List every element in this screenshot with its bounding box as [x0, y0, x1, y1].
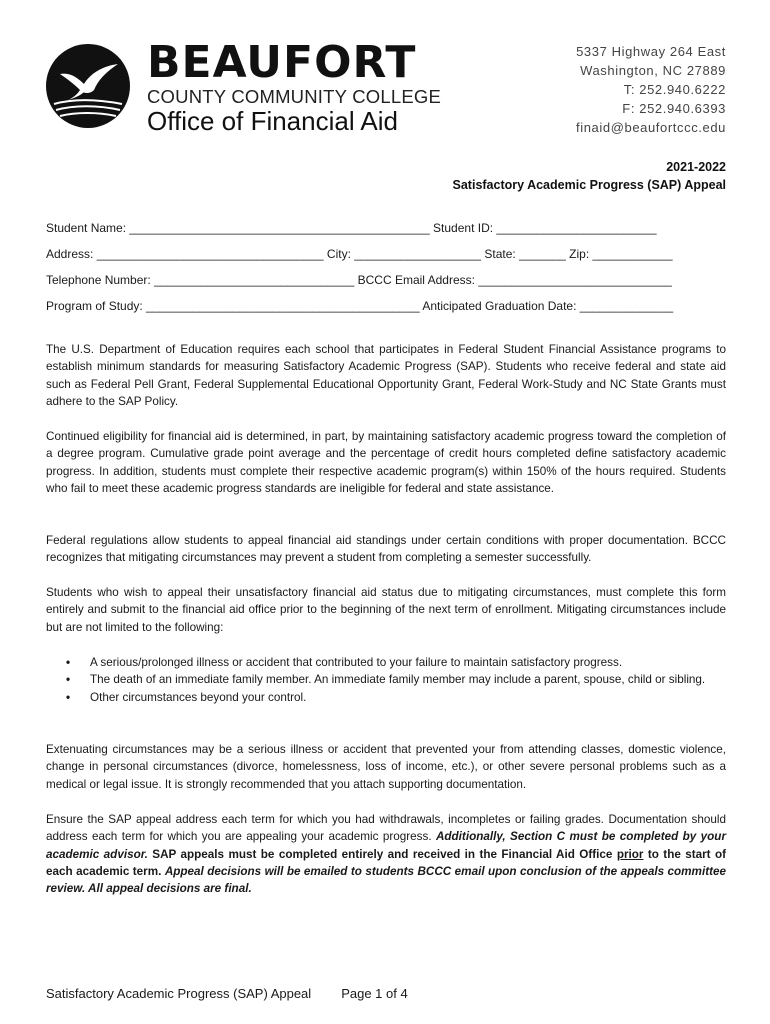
telephone-email-fields[interactable]: Telephone Number: ______________________________ BCCC Email Address: _____________________________	[46, 273, 672, 287]
list-item: • A serious/prolonged illness or accident that contributed to your failure to maintain satisfactory progress.	[46, 654, 726, 671]
brand-block	[147, 37, 441, 136]
list-item: • The death of an immediate family member. An immediate family member may include a parent, spouse, child or sibling.	[46, 671, 726, 688]
advisor-note: Additionally, Section C must be completed by your academic advisor.	[46, 830, 726, 861]
bullet-icon: •	[66, 673, 71, 687]
title-name: Satisfactory Academic Progress (SAP) Appeal	[452, 178, 726, 192]
paragraph-extenuating-circumstances: Extenuating circumstances may be a serious illness or accident that prevented your from attending classes, domestic violence, change in personal circumstances (divorce, homelessness, loss of income, etc.), or other severe personal problems such as a medical or legal issue. It is strongly recommended that you attach supporting documentation.	[46, 743, 726, 791]
paragraph-sap-requirement: The U.S. Department of Education requires each school that participates in Federal Student Financial Assistance programs to establish minimum standards for measuring Satisfactory Academic Progress (SAP). Students who receive federal and state aid such as Federal Pell Grant, Federal Supplemental Educational Opportunity Grant, Federal Work-Study and NC State Grants must adhere to the SAP Policy.	[46, 343, 726, 408]
brand-office-name: Office of Financial Aid	[147, 106, 398, 136]
paragraph-appeal-instructions: Students who wish to appeal their unsatisfactory financial aid status due to mitigating circumstances, must complete this form entirely and submit to the financial aid office prior to the beginning of the next term of enrollment. Mitigating circumstances include but are not limited to the following:	[46, 586, 726, 634]
paragraph-eligibility: Continued eligibility for financial aid is determined, in part, by maintaining satisfactory academic progress toward the completion of a degree program. Cumulative grade point average and the percentage of credit hours completed define satisfactory academic progress. In addition, students must complete their respective academic program(s) within 150% of the hours required. Students who fail to meet these academic progress standards are ineligible for federal and state assistance.	[46, 430, 726, 495]
bullet-icon: •	[66, 656, 71, 669]
document-title	[453, 158, 726, 194]
page-footer	[46, 985, 408, 1003]
bullet-icon: •	[66, 690, 71, 704]
student-name-id-fields[interactable]: Student Name: _____________________________________________ Student ID: ________________________	[46, 221, 657, 235]
contact-city: Washington, NC 27889	[580, 63, 726, 78]
footer-document-name: Satisfactory Academic Progress (SAP) Appeal	[46, 986, 312, 1001]
paragraph-documentation: Ensure the SAP appeal address each term for which you had withdrawals, incompletes or failing grades. Documentation should address each term for which you are appealing your academic progress. Additionally, Section C must be completed by your academic advisor. SAP appeals must be completed entirely and received in the Financial Aid Office prior to the start of each academic term. Appeal decisions will be emailed to students BCCC email upon conclusion of the appeals committee review. All appeal decisions are final.	[46, 813, 727, 896]
brand-name: BEAUFORT	[147, 37, 417, 88]
title-year: 2021-2022	[666, 160, 726, 174]
paragraph-federal-regulations: Federal regulations allow students to appeal financial aid standings under certain conditions with proper documentation. BCCC recognizes that mitigating circumstances may prevent a student from completing a semester successfully.	[46, 534, 726, 565]
contact-email: finaid@beaufortccc.edu	[576, 120, 726, 135]
footer-page-number: Page 1 of 4	[341, 986, 408, 1001]
contact-address: 5337 Highway 264 East	[576, 44, 726, 59]
prior-emphasis: prior	[616, 847, 644, 861]
college-logo-icon	[46, 44, 130, 128]
list-item: • Other circumstances beyond your control.	[46, 689, 726, 706]
mitigating-circumstances-list	[46, 654, 726, 706]
contact-fax: F: 252.940.6393	[622, 101, 726, 116]
address-fields[interactable]: Address: __________________________________ City: ___________________ State: _______ Zip: ____________	[46, 247, 673, 261]
brand-college-name: COUNTY COMMUNITY COLLEGE	[147, 86, 441, 107]
contact-phone: T: 252.940.6222	[623, 82, 726, 97]
decision-note: Appeal decisions will be emailed to students BCCC email upon conclusion of the appeals committee review. All appeal decisions are final.	[46, 864, 726, 896]
program-graduation-fields[interactable]: Program of Study: _________________________________________ Anticipated Graduation Date: ______________	[46, 299, 674, 313]
contact-block	[576, 42, 726, 137]
